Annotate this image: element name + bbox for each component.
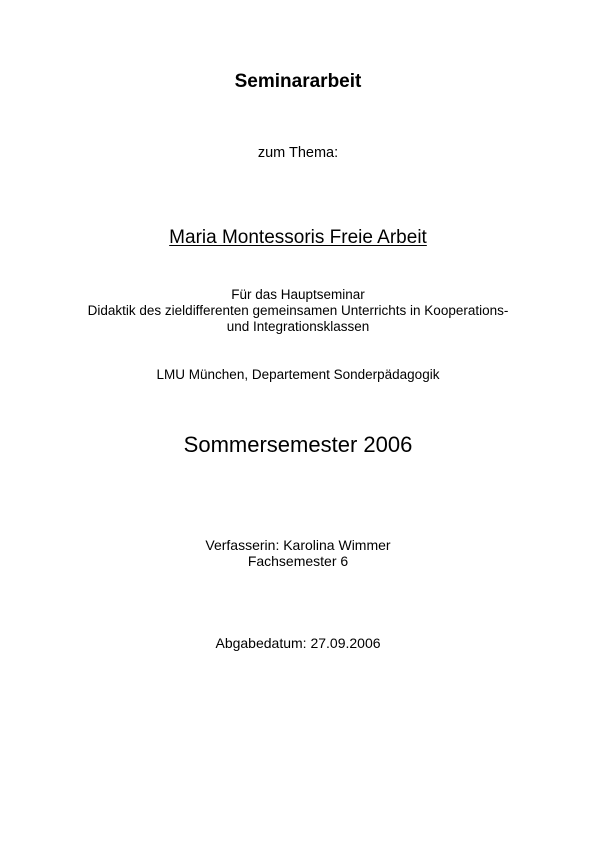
author: Verfasserin: Karolina Wimmer [205,537,391,553]
subject-intro: zum Thema: [257,145,339,161]
semester-number: Fachsemester 6 [247,553,349,569]
topic-text: Maria Montessoris Freie Arbeit [169,227,427,248]
due-date: Abgabedatum: 27.09.2006 [215,635,381,651]
seminar-line-3: und Integrationsklassen [226,319,370,334]
term: Sommersemester 2006 [183,432,413,457]
seminar-line-2: Didaktik des zieldifferenten gemeinsamen Unterrichts in Kooperations- [87,303,509,318]
document-title: Seminararbeit [234,71,362,92]
topic-heading [0,228,596,247]
institution: LMU München, Departement Sonderpädagogik [156,367,440,382]
seminar-line-1: Für das Hauptseminar [231,287,365,302]
